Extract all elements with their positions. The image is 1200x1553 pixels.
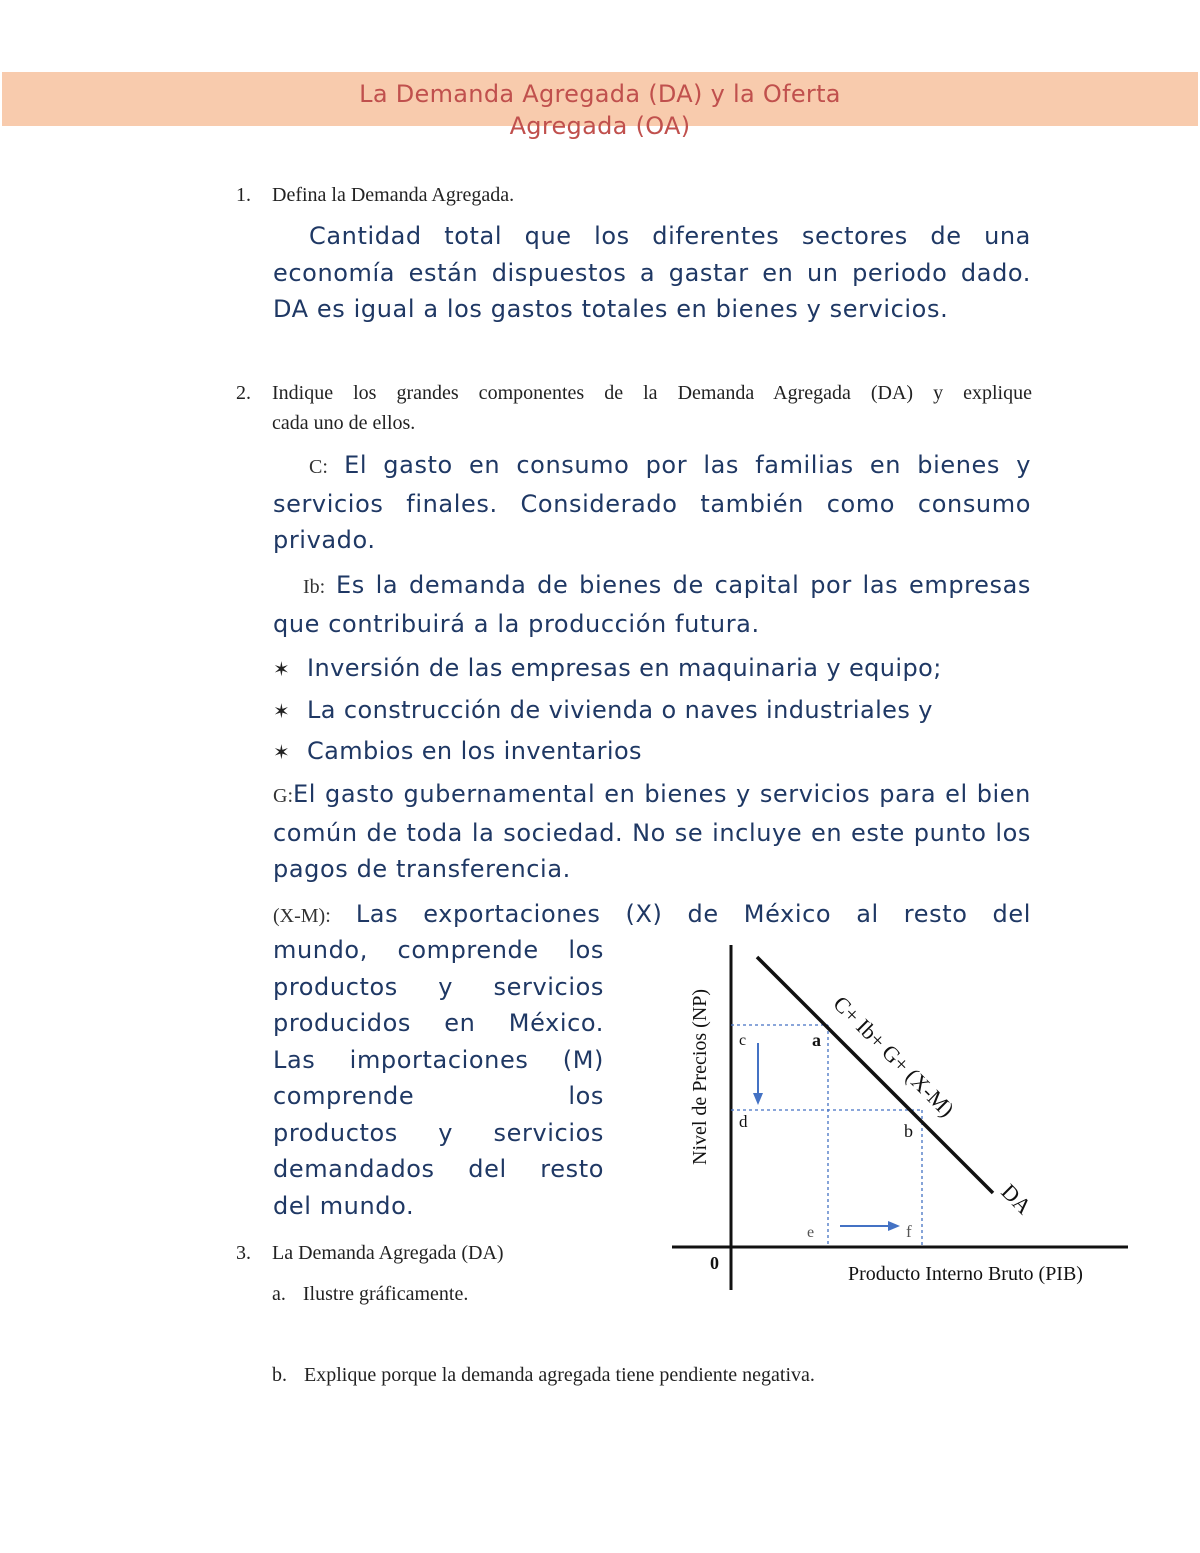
question-number: 3. — [236, 1242, 251, 1264]
bullet-item: ✶ Inversión de las empresas en maquinaria y equipo; — [273, 650, 942, 687]
title-line-1: La Demanda Agregada (DA) y la Oferta — [359, 80, 841, 108]
answer-1: Cantidad total que los diferentes sectores de una economía están dispuestos a gastar en un periodo dado. DA es igual a los gastos totales en bienes y servicios. — [273, 222, 1031, 323]
question-text: Defina la Demanda Agregada. — [272, 184, 515, 206]
down-arrowhead-icon — [753, 1093, 763, 1105]
question-number: 1. — [236, 184, 251, 206]
point-d-label: d — [739, 1112, 748, 1131]
question-text-line-1: Indique los grandes componentes de la Demanda Agregada (DA) y explique — [272, 382, 1032, 404]
component-xm-first-line — [273, 896, 1031, 935]
y-axis-label: Nivel de Precios (NP) — [689, 988, 711, 1165]
xm-line: demandados del resto — [273, 1155, 604, 1183]
question-number: 2. — [236, 382, 251, 404]
xm-line: del mundo. — [273, 1192, 415, 1220]
bullet-item: ✶ La construcción de vivienda o naves industriales y — [273, 692, 933, 729]
component-ib — [273, 567, 1031, 642]
sub-item-b — [272, 1360, 815, 1390]
x-axis-label: Producto Interno Bruto (PIB) — [848, 1263, 1083, 1285]
document-title — [0, 78, 1200, 142]
component-g-label: G: — [273, 785, 293, 807]
aggregate-demand-diagram — [660, 935, 1140, 1295]
sub-item-letter: a. — [272, 1283, 286, 1305]
curve-components-label: C+ Ib+ G+ (X-M) — [828, 990, 960, 1122]
question-text-line-2: cada uno de ellos. — [272, 412, 416, 434]
aggregate-demand-curve — [757, 957, 993, 1193]
component-c-text: El gasto en consumo por las familias en bienes y servicios finales. Considerado también como consumo privado. — [273, 451, 1032, 554]
sub-item-a — [272, 1279, 468, 1309]
point-e-label: e — [807, 1224, 815, 1241]
asterisk-icon: ✶ — [273, 699, 291, 723]
right-arrowhead-icon — [888, 1221, 900, 1231]
xm-line: Las importaciones (M) — [273, 1046, 604, 1074]
title-line-2: Agregada (OA) — [509, 112, 691, 140]
sub-item-text: Ilustre gráficamente. — [302, 1283, 469, 1305]
da-curve-label: DA — [996, 1178, 1037, 1220]
component-c-label: C: — [309, 456, 328, 478]
component-ib-text: Es la demanda de bienes de capital por las empresas que contribuirá a la producción futura. — [273, 571, 1031, 638]
component-xm-label: (X-M): — [273, 905, 331, 927]
sub-item-letter: b. — [272, 1364, 287, 1386]
bullet-item: ✶ Cambios en los inventarios — [273, 733, 642, 770]
point-c-label: c — [739, 1032, 747, 1049]
component-g-text: El gasto gubernamental en bienes y servicios para el bien común de toda la sociedad. No se incluye en este punto los pagos de transferencia. — [273, 780, 1031, 883]
component-g — [273, 776, 1031, 888]
component-c — [273, 447, 1031, 559]
xm-line: productos y servicios — [273, 1119, 604, 1147]
asterisk-icon: ✶ — [273, 740, 291, 764]
xm-line: mundo, comprende los — [273, 936, 604, 964]
point-b-label: b — [904, 1121, 913, 1141]
asterisk-icon: ✶ — [273, 657, 291, 681]
component-xm-line1: Las exportaciones (X) de México al resto del — [355, 900, 1032, 928]
component-ib-label: Ib: — [303, 576, 326, 598]
xm-line: productos y servicios — [273, 973, 604, 1001]
xm-line: producidos en México. — [273, 1009, 604, 1037]
point-a-label: a — [812, 1030, 821, 1050]
xm-line: comprende los — [273, 1082, 604, 1110]
point-f-label: f — [906, 1222, 912, 1241]
origin-label: 0 — [710, 1253, 719, 1273]
question-text: La Demanda Agregada (DA) — [272, 1242, 504, 1264]
sub-item-text: Explique porque la demanda agregada tiene pendiente negativa. — [304, 1364, 815, 1386]
